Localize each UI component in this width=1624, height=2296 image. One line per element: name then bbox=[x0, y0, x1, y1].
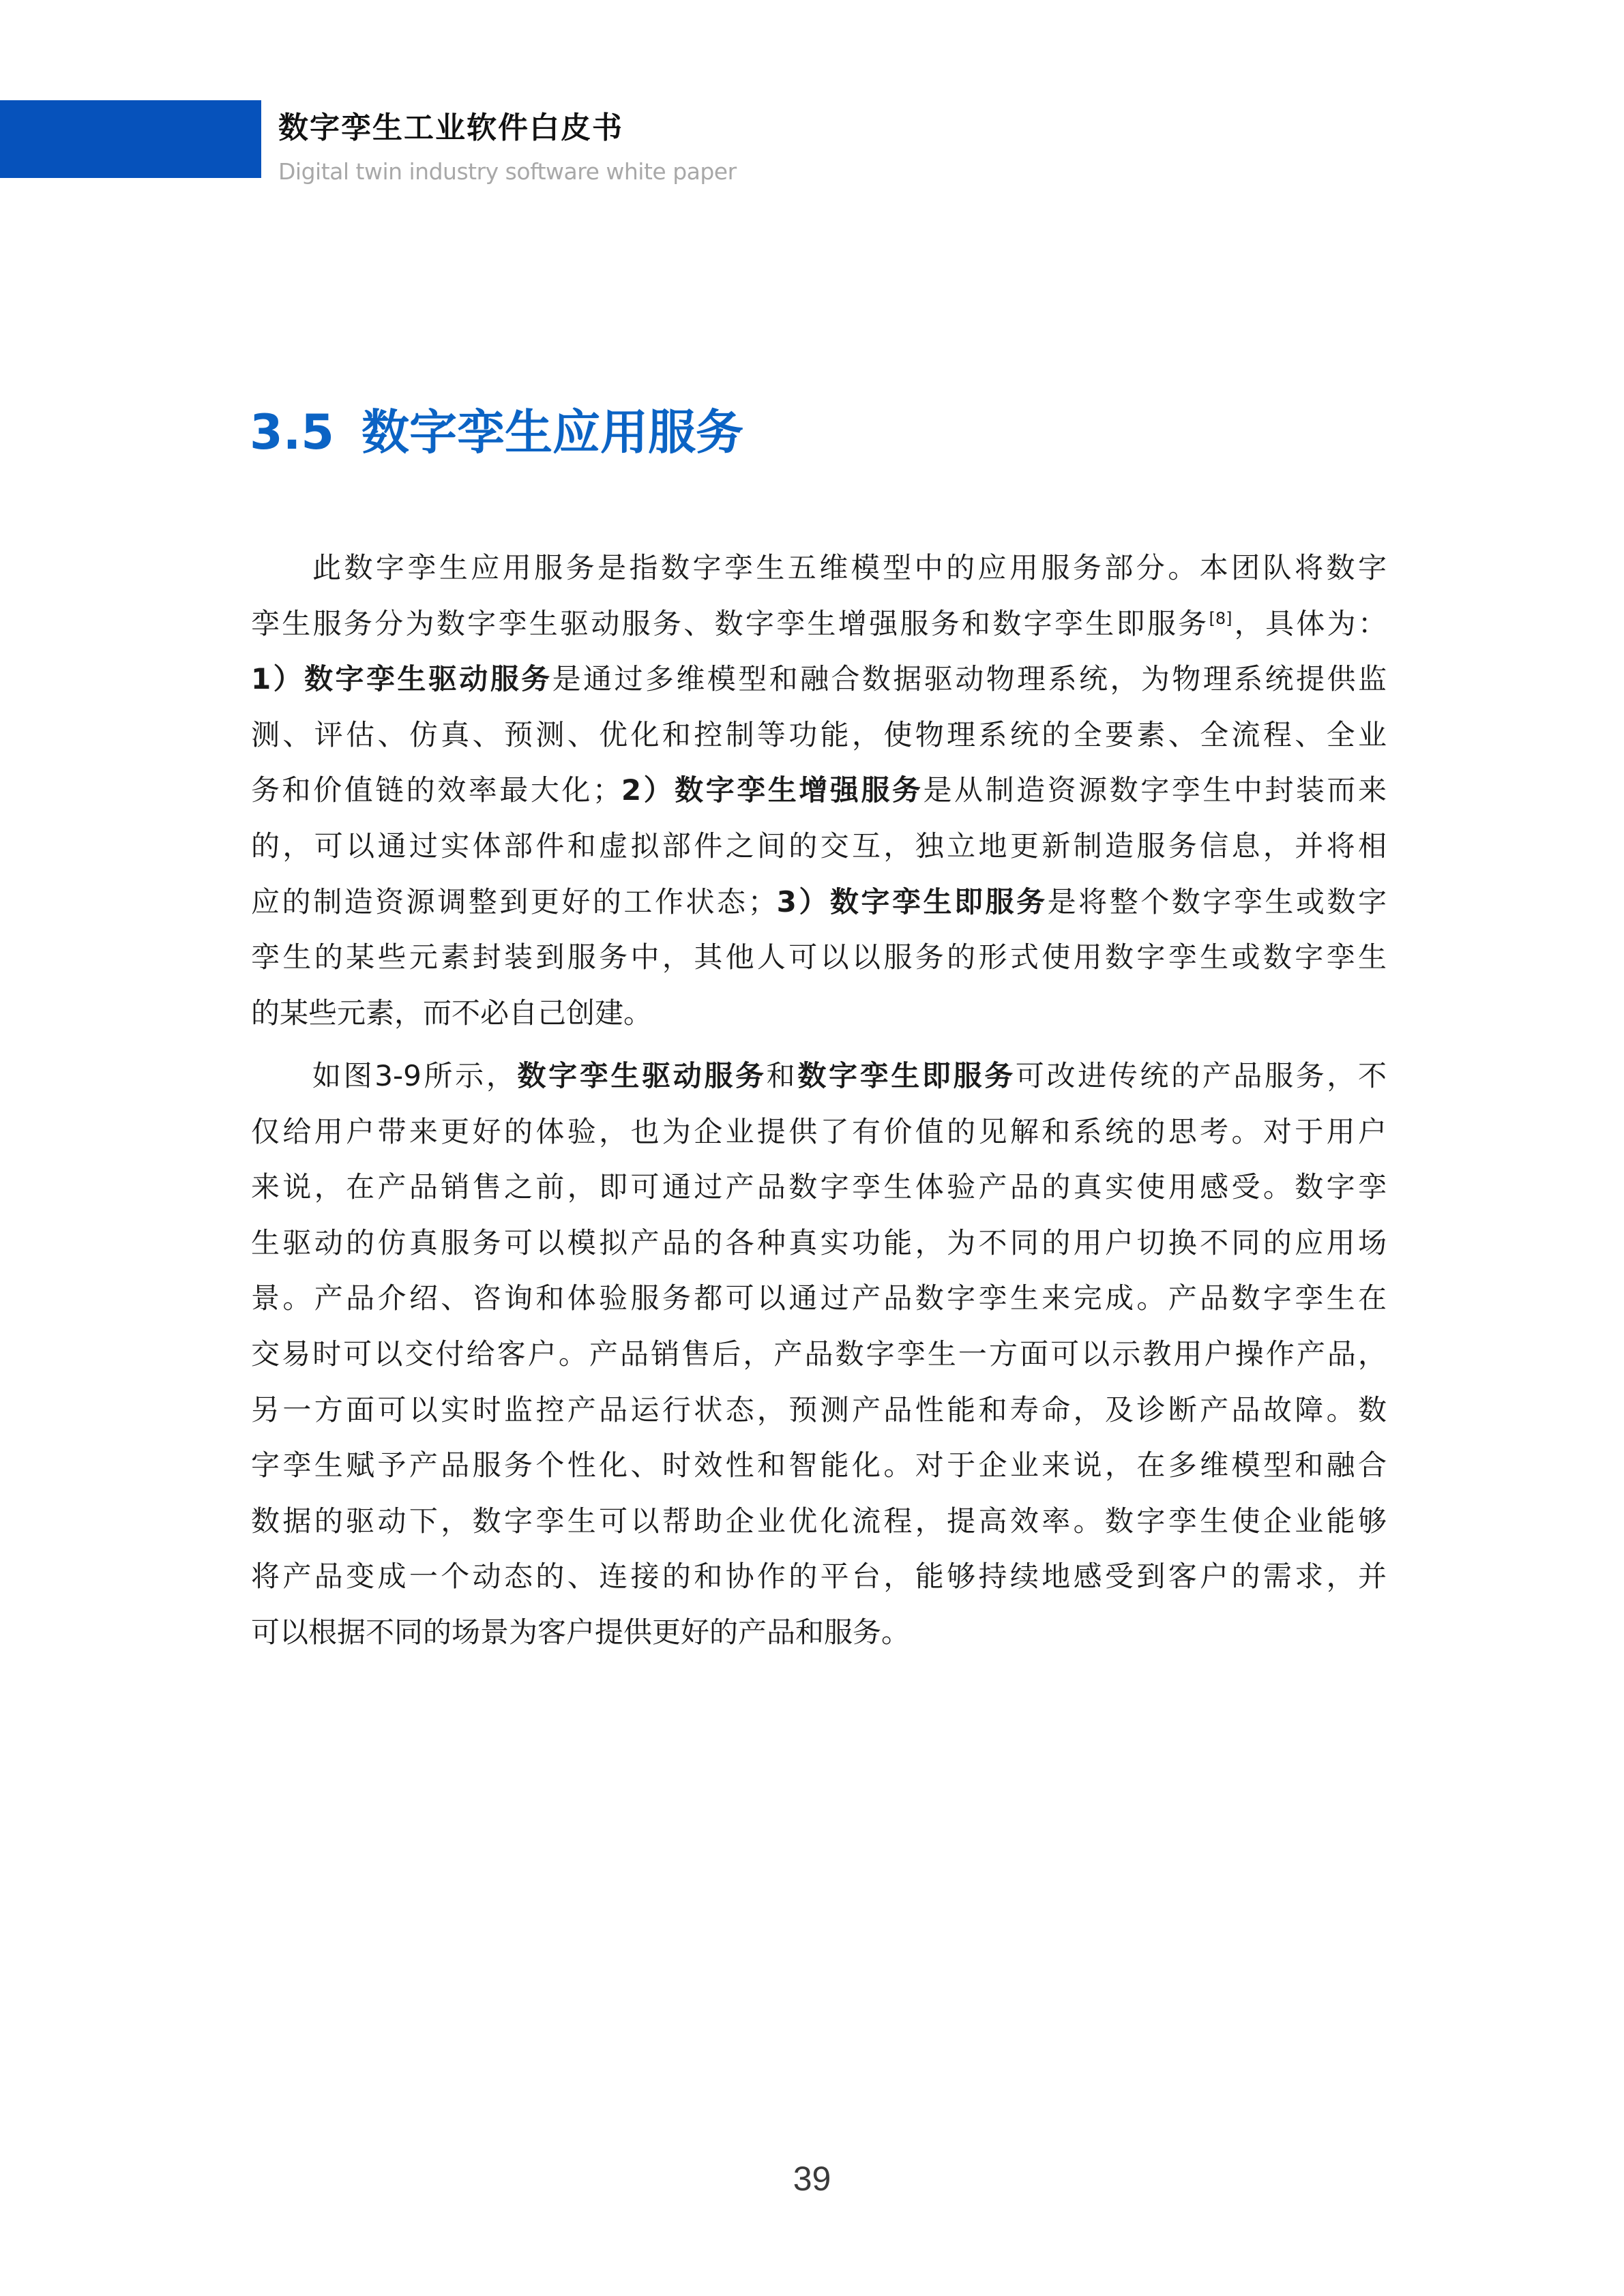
text-line bbox=[251, 1549, 1387, 1605]
bold-term: 3）数字孪生即服务 bbox=[776, 884, 1048, 919]
text-line bbox=[251, 1605, 1387, 1660]
text-segment: 来说，在产品销售之前，即可通过产品数字孪生体验产品的真实使用感受。数字孪 bbox=[251, 1170, 1387, 1204]
citation-ref: [8] bbox=[1209, 608, 1232, 628]
text-segment: 另一方面可以实时监控产品运行状态，预测产品性能和寿命，及诊断产品故障。数 bbox=[251, 1392, 1387, 1427]
text-line bbox=[251, 596, 1387, 652]
text-segment: 务和价值链的效率最大化； bbox=[251, 773, 621, 807]
text-segment: 此数字孪生应用服务是指数字孪生五维模型中的应用服务部分。本团队将数字 bbox=[312, 551, 1387, 584]
header-accent-bar bbox=[0, 100, 261, 178]
section-number: 3.5 bbox=[250, 404, 335, 460]
text-line bbox=[251, 1048, 1387, 1104]
text-line bbox=[251, 1493, 1387, 1549]
text-line bbox=[251, 707, 1387, 763]
text-line bbox=[251, 1104, 1387, 1160]
text-line bbox=[251, 762, 1387, 818]
text-segment: 是从制造资源数字孪生中封装而来 bbox=[923, 773, 1387, 807]
section-heading bbox=[250, 401, 743, 464]
text-line bbox=[251, 985, 1387, 1041]
text-segment: 应的制造资源调整到更好的工作状态； bbox=[251, 884, 777, 919]
text-segment: 如图3-9所示， bbox=[312, 1059, 518, 1092]
text-segment: ，具体为： bbox=[1232, 606, 1387, 640]
document-title: 数字孪生工业软件白皮书 bbox=[278, 110, 623, 145]
text-line bbox=[251, 651, 1387, 707]
text-line bbox=[251, 929, 1387, 985]
text-segment: 可改进传统的产品服务，不 bbox=[1015, 1059, 1387, 1092]
text-line bbox=[251, 1215, 1387, 1271]
text-line bbox=[251, 1437, 1387, 1493]
text-segment: 测、评估、仿真、预测、优化和控制等功能，使物理系统的全要素、全流程、全业 bbox=[251, 717, 1387, 751]
bold-term: 数字孪生驱动服务 bbox=[517, 1059, 767, 1092]
paragraph-1 bbox=[251, 540, 1387, 1041]
bold-term: 数字孪生即服务 bbox=[797, 1059, 1016, 1092]
text-segment: 孪生的某些元素封装到服务中，其他人可以以服务的形式使用数字孪生或数字孪生 bbox=[251, 940, 1387, 974]
paragraph-2 bbox=[251, 1048, 1387, 1660]
bold-term: 2）数字孪生增强服务 bbox=[621, 773, 924, 807]
text-segment: 仅给用户带来更好的体验，也为企业提供了有价值的见解和系统的思考。对于用户 bbox=[251, 1114, 1387, 1148]
text-segment: 是将整个数字孪生或数字 bbox=[1047, 884, 1387, 919]
text-line bbox=[251, 1270, 1387, 1326]
text-segment: 是通过多维模型和融合数据驱动物理系统，为物理系统提供监 bbox=[552, 662, 1387, 696]
text-line bbox=[251, 874, 1387, 930]
text-segment: 字孪生赋予产品服务个性化、时效性和智能化。对于企业来说，在多维模型和融合 bbox=[251, 1448, 1387, 1482]
text-segment: 可以根据不同的场景为客户提供更好的产品和服务。 bbox=[251, 1615, 911, 1649]
section-title: 数字孪生应用服务 bbox=[361, 404, 744, 460]
text-segment: 的，可以通过实体部件和虚拟部件之间的交互，独立地更新制造服务信息，并将相 bbox=[251, 829, 1387, 863]
text-segment: 生驱动的仿真服务可以模拟产品的各种真实功能，为不同的用户切换不同的应用场 bbox=[251, 1225, 1387, 1259]
text-line bbox=[251, 1382, 1387, 1438]
page-number: 39 bbox=[793, 2160, 831, 2198]
text-segment: 数据的驱动下，数字孪生可以帮助企业优化流程，提高效率。数字孪生使企业能够 bbox=[251, 1504, 1387, 1538]
text-segment: 交易时可以交付给客户。产品销售后，产品数字孪生一方面可以示教用户操作产品， bbox=[251, 1337, 1387, 1371]
text-segment: 和 bbox=[766, 1059, 798, 1092]
text-segment: 孪生服务分为数字孪生驱动服务、数字孪生增强服务和数字孪生即服务 bbox=[251, 606, 1209, 640]
text-segment: 景。产品介绍、咨询和体验服务都可以通过产品数字孪生来完成。产品数字孪生在 bbox=[251, 1281, 1387, 1315]
text-line bbox=[251, 1159, 1387, 1215]
bold-term: 1）数字孪生驱动服务 bbox=[251, 662, 552, 696]
text-segment: 将产品变成一个动态的、连接的和协作的平台，能够持续地感受到客户的需求，并 bbox=[251, 1560, 1387, 1594]
text-line bbox=[251, 1326, 1387, 1382]
text-line bbox=[251, 540, 1387, 596]
document-subtitle: Digital twin industry software white paper bbox=[278, 158, 737, 185]
text-segment: 的某些元素，而不必自己创建。 bbox=[251, 996, 653, 1030]
text-line bbox=[251, 818, 1387, 874]
